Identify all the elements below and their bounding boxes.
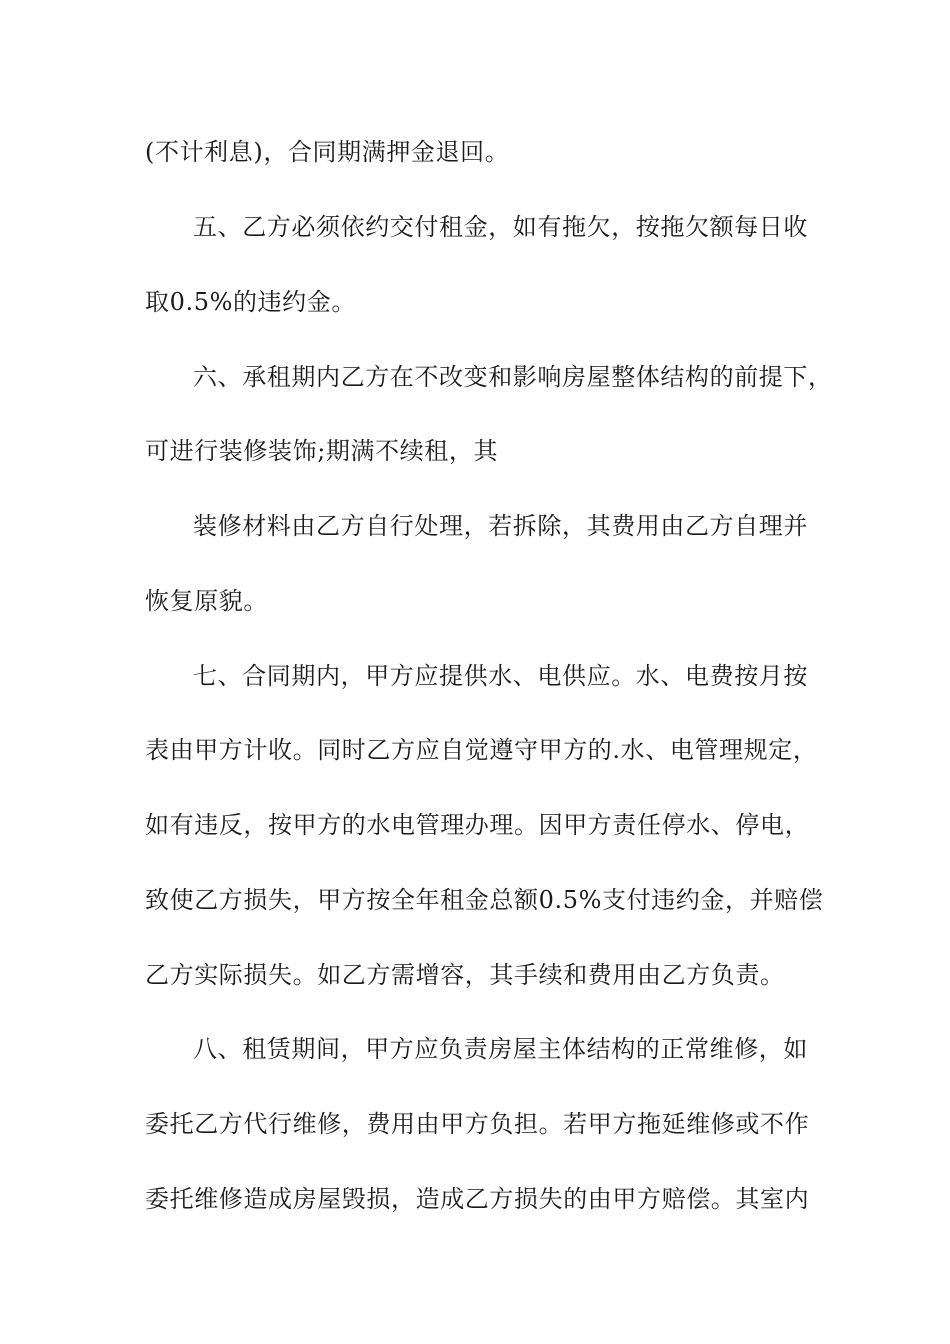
text-line: 表由甲方计收。同时乙方应自觉遵守甲方的.水、电管理规定，	[145, 736, 818, 764]
text-line: 七、合同期内，甲方应提供水、电供应。水、电费按月按	[193, 662, 808, 690]
text-line: 致使乙方损失，甲方按全年租金总额0.5%支付违约金，并赔偿	[145, 886, 824, 914]
text-line: 委托维修造成房屋毁损，造成乙方损失的由甲方赔偿。其室内	[145, 1185, 810, 1213]
text-line: 如有违反，按甲方的水电管理办理。因甲方责任停水、停电，	[145, 811, 810, 839]
text-line: 乙方实际损失。如乙方需增容，其手续和费用由乙方负责。	[145, 961, 785, 989]
text-line: 恢复原貌。	[145, 587, 268, 615]
text-line: 装修材料由乙方自行处理，若拆除，其费用由乙方自理并	[193, 512, 808, 540]
text-line: 取0.5%的违约金。	[145, 288, 356, 316]
text-line: 八、租赁期间，甲方应负责房屋主体结构的正常维修，如	[193, 1035, 808, 1063]
text-line: 六、承租期内乙方在不改变和影响房屋整体结构的前提下，	[193, 363, 833, 391]
text-line: 可进行装修装饰;期满不续租，其	[145, 437, 499, 465]
text-line: 委托乙方代行维修，费用由甲方负担。若甲方拖延维修或不作	[145, 1110, 810, 1138]
text-line: (不计利息)，合同期满押金退回。	[145, 138, 510, 166]
text-line: 五、乙方必须依约交付租金，如有拖欠，按拖欠额每日收	[193, 213, 808, 241]
